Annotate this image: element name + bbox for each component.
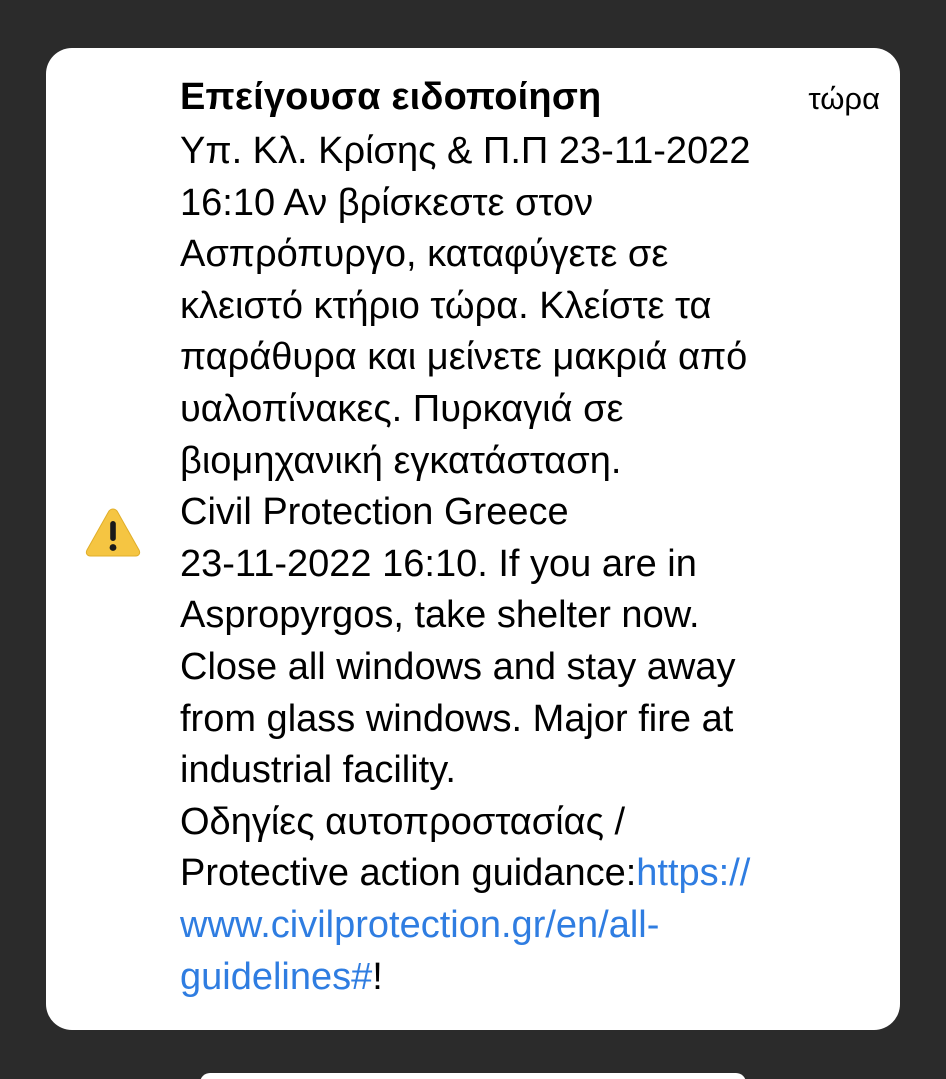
alert-time: τώρα: [808, 81, 880, 116]
warning-icon: [84, 506, 142, 558]
alert-body-greek: Υπ. Κλ. Κρίσης & Π.Π 23-11-2022 16:10 Αν βρίσκεστε στον Ασπρόπυργο, καταφύγετε σε κλειστό κτήριο τώρα. Κλείστε τα παράθυρα και μείνετε μακριά από υαλοπίνακες. Πυρκαγιά σε βιομηχανική εγκατάσταση.: [180, 130, 751, 482]
alert-suffix: !: [372, 955, 383, 998]
guidelines-link[interactable]: https:// www.civilprotection.gr/en/all- guidelines#: [180, 852, 751, 998]
next-notification-edge: [200, 1073, 746, 1079]
emergency-alert-notification[interactable]: [46, 48, 900, 1030]
guidance-prefix: Οδηγίες αυτοπροστασίας / Protective action guidance:: [180, 800, 637, 895]
alert-header: [180, 76, 880, 124]
alert-content: [180, 76, 880, 1003]
alert-body-english: Civil Protection Greece 23-11-2022 16:10. If you are in Aspropyrgos, take shelter now. Close all windows and stay away from glass windows. Major fire at industrial facility.: [180, 491, 736, 792]
alert-title: Επείγουσα ειδοποίηση: [180, 76, 602, 118]
alert-body: [180, 126, 870, 1003]
